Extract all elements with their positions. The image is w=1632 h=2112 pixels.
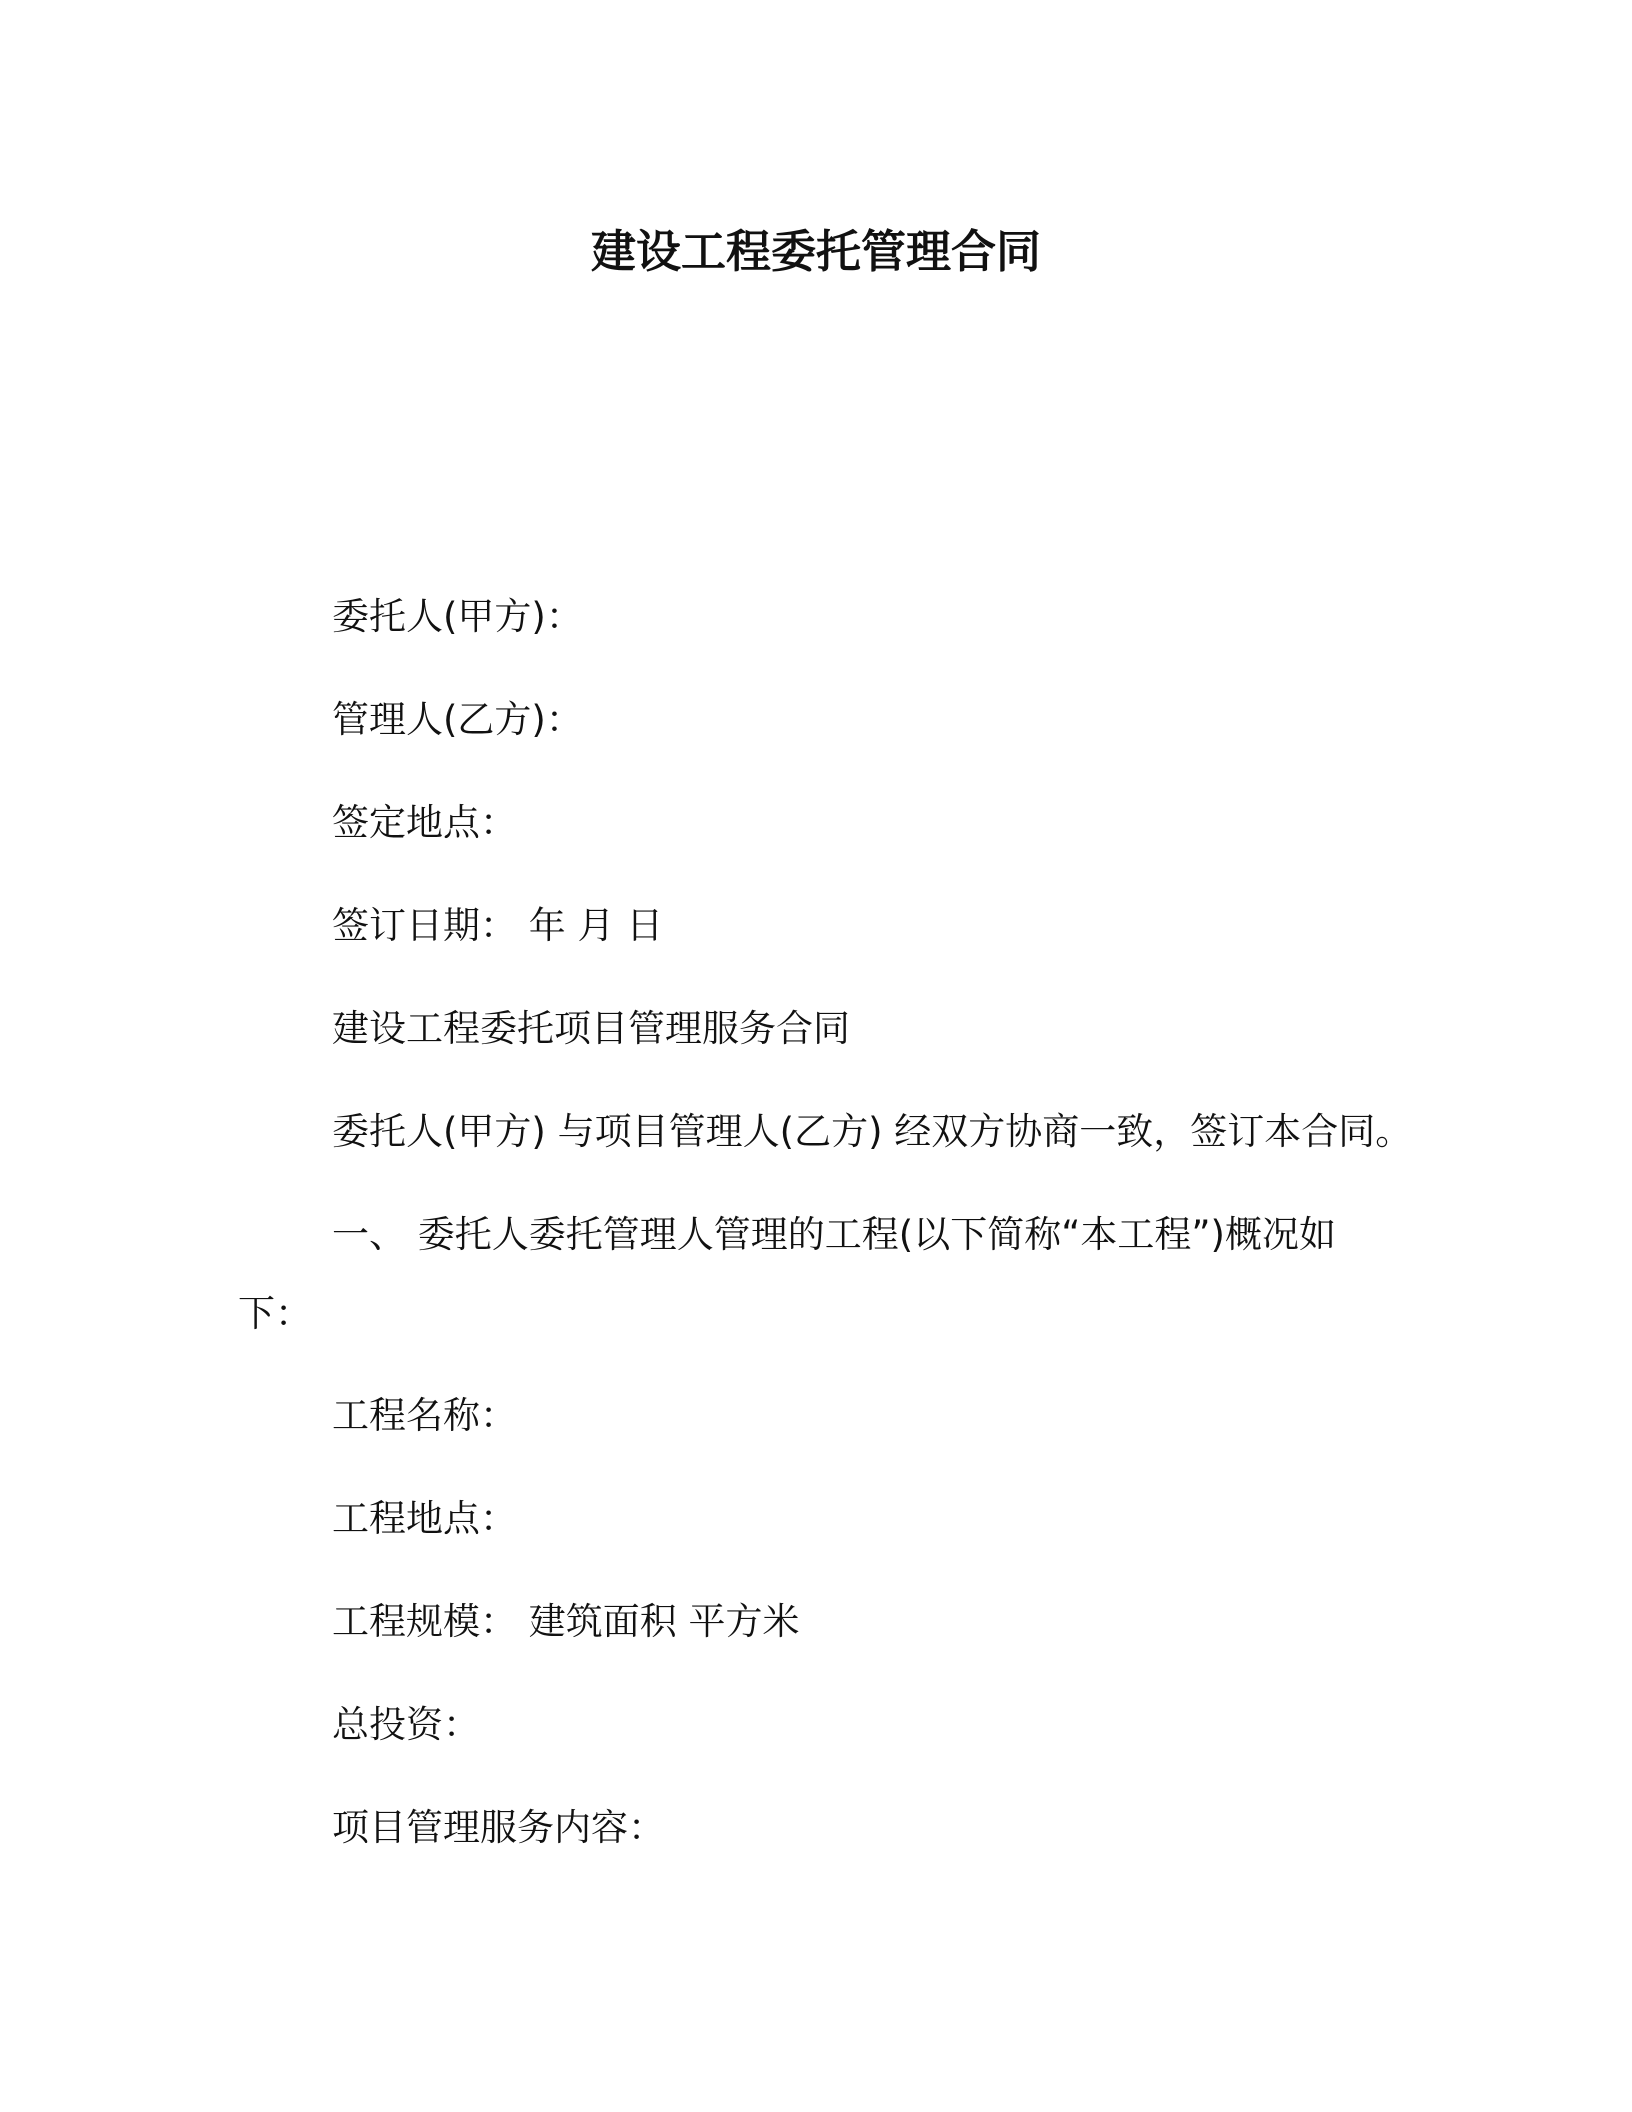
document-title: 建设工程委托管理合同 (590, 225, 1041, 278)
service-content-label: 项目管理服务内容： (332, 1806, 665, 1849)
project-scale-label: 工程规模： 建筑面积 平方米 (332, 1600, 800, 1643)
contract-subtitle: 建设工程委托项目管理服务合同 (332, 1007, 850, 1050)
signing-date-label: 签订日期： 年 月 日 (332, 904, 664, 947)
project-name-label: 工程名称： (332, 1394, 517, 1437)
signing-place-label: 签定地点： (332, 801, 517, 844)
total-investment-label: 总投资： (332, 1703, 480, 1746)
manager-party-b-label: 管理人(乙方)： (332, 698, 583, 741)
section-one-heading-continued: 下： (238, 1292, 312, 1335)
project-location-label: 工程地点： (332, 1497, 517, 1540)
section-one-heading: 一、 委托人委托管理人管理的工程(以下简称“本工程”)概况如 (332, 1213, 1336, 1256)
agreement-paragraph: 委托人(甲方) 与项目管理人(乙方) 经双方协商一致，签订本合同。 (332, 1110, 1413, 1153)
client-party-a-label: 委托人(甲方)： (332, 595, 583, 638)
